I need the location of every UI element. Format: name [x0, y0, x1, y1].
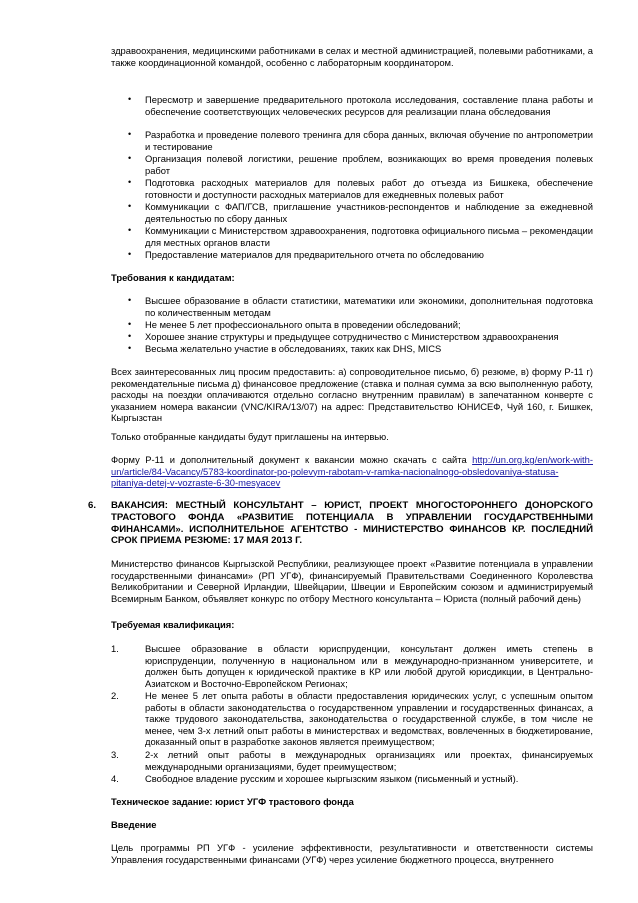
qualification-item: 2-х летний опыт работы в международных организациях или проектах, финансируемых международными организациями, будет преимуществом; — [145, 749, 593, 772]
bullet-icon: • — [128, 249, 132, 259]
qualification-item: Не менее 5 лет опыта работы в области предоставления юридических услуг, с успешным опытом работы в области законодательства о государственном управлении и государственных финансах, а также трудового законодательства, законодательства о государственной службе, в том числе не менее, чем 3-х летний опыт работы в министерствах и ведомствах, вовлеченных в бюджетирование, доказанный опыт в разработке законов является преимуществом; — [145, 690, 593, 748]
tor-heading: Техническое задание: юрист УГФ трастового фонда — [111, 796, 354, 807]
qualification-item: Свободное владение русским и хорошее кыргызским языком (письменный и устный). — [145, 773, 519, 784]
application-paragraph: Всех заинтересованных лиц просим предоставить: а) сопроводительное письмо, б) резюме, в) форму Р-11 г) рекомендательные письма д) финансовое предложение (ставка и полная сумма за всю выполненную работу, расходы на поездки оплачиваются отдельно согласно внутренним правилам) в запечатанном конверте с указанием номера вакансии (VNC/KIRA/13/07) на адрес: Представительство ЮНИСЕФ, Чуй 160, г. Бишкек, Кыргызстан — [111, 366, 593, 424]
intro-paragraph: здравоохранения, медицинскими работниками в селах и местной администрацией, полевыми работниками, а также координационной командой, особенно с лабораторным координатором. — [111, 45, 593, 68]
bullet-icon: • — [128, 295, 132, 305]
goal-paragraph: Цель программы РП УГФ - усиление эффективности, результативности и ответственности системы Управления государственными финансами (УГФ) через усиление бюджетного процесса, внутреннего — [111, 842, 593, 865]
bullet-icon: • — [128, 331, 132, 341]
requirement-item: Весьма желательно участие в обследованиях, таких как DHS, MICS — [145, 343, 442, 354]
bullet-icon: • — [128, 177, 132, 187]
bullet-icon: • — [128, 129, 132, 139]
bullet-icon: • — [128, 94, 132, 104]
bullet-icon: • — [128, 153, 132, 163]
requirements-heading: Требования к кандидатам: — [111, 272, 235, 283]
task-item: Предоставление материалов для предварительного отчета по обследованию — [145, 249, 484, 260]
vacancy-link[interactable]: http://un.org.kg/en/work-with-un/article/84-Vacancy/5783-koordinator-po-polevym-rabotam-v-ramka-nacionalnogo-obsledovaniya-statusa-pitaniya-detej-v-vozraste-6-30-mesyacev — [111, 454, 593, 489]
bullet-icon: • — [128, 343, 132, 353]
list-number: 4. — [111, 773, 119, 784]
section-number: 6. — [88, 500, 97, 511]
qualification-heading: Требуемая квалификация: — [111, 619, 235, 630]
list-number: 3. — [111, 749, 119, 760]
vacancy-intro: Министерство финансов Кыргызской Республики, реализующее проект «Развитие потенциала в управлении государственными финансами» (РП УГФ), финансируемый Правительствами Соединенного Королевства Великобритании и Северной Ирландии, Швейцарии, Швеции и Европейским союзом и администрируемый Всемирным Банком, объявляет конкурс по отбору Местного консультанта – Юриста (полный рабочий день) — [111, 558, 593, 604]
task-item: Коммуникации с Министерством здравоохранения, подготовка официального письма – рекомендации для местных органов власти — [145, 225, 593, 248]
task-item: Организация полевой логистики, решение проблем, возникающих во время проведения полевых работ — [145, 153, 593, 176]
bullet-icon: • — [128, 319, 132, 329]
bullet-icon: • — [128, 225, 132, 235]
qualification-item: Высшее образование в области юриспруденции, консультант должен иметь степень в юриспруденции, полученную в национальном или в международно-признанном университете, и должен быть допущен к юридической практике в КР или любой другой юрисдикции, в Центрально-Азиатском и Восточно-Европейском Регионах; — [145, 643, 593, 689]
task-item: Разработка и проведение полевого тренинга для сбора данных, включая обучение по антропометрии и тестирование — [145, 129, 593, 152]
vacancy-title: ВАКАНСИЯ: МЕСТНЫЙ КОНСУЛЬТАНТ – ЮРИСТ, ПРОЕКТ МНОГОСТОРОННЕГО ДОНОРСКОГО ТРАСТОВОГО ФОНДА «РАЗВИТИЕ ПОТЕНЦИАЛА В УПРАВЛЕНИИ ГОСУДАРСТВЕННЫМИ ФИНАНСАМИ». ИСПОЛНИТЕЛЬНОЕ АГЕНТСТВО - МИНИСТЕРСТВО ФИНАНСОВ КР. ПОСЛЕДНИЙ СРОК ПРИЕМА РЕЗЮМЕ: 17 МАЯ 2013 Г. — [111, 500, 593, 547]
task-item: Пересмотр и завершение предварительного протокола исследования, составление плана работы и обеспечение соответствующих человеческих ресурсов для реализации плана обследования — [145, 94, 593, 117]
requirement-item: Хорошее знание структуры и предыдущее сотрудничество с Министерством здравоохранения — [145, 331, 559, 342]
form-note-paragraph — [111, 454, 593, 489]
requirement-item: Высшее образование в области статистики, математики или экономики, дополнительная подготовка по количественным методам — [145, 295, 593, 318]
list-number: 2. — [111, 690, 119, 701]
shortlist-note: Только отобранные кандидаты будут приглашены на интервью. — [111, 431, 389, 442]
bullet-icon: • — [128, 201, 132, 211]
task-item: Подготовка расходных материалов для полевых работ до отъезда из Бишкека, обеспечение готовности и доступности расходных материалов для ежедневных полевых работ — [145, 177, 593, 200]
introduction-heading: Введение — [111, 819, 157, 830]
list-number: 1. — [111, 643, 119, 654]
form-note-text: Форму Р-11 и дополнительный документ к вакансии можно скачать с сайта — [111, 454, 473, 465]
task-item: Коммуникации с ФАП/ГСВ, приглашение участников-респондентов и наблюдение за ежедневной деятельностью по сбору данных — [145, 201, 593, 224]
requirement-item: Не менее 5 лет профессионального опыта в проведении обследований; — [145, 319, 461, 330]
